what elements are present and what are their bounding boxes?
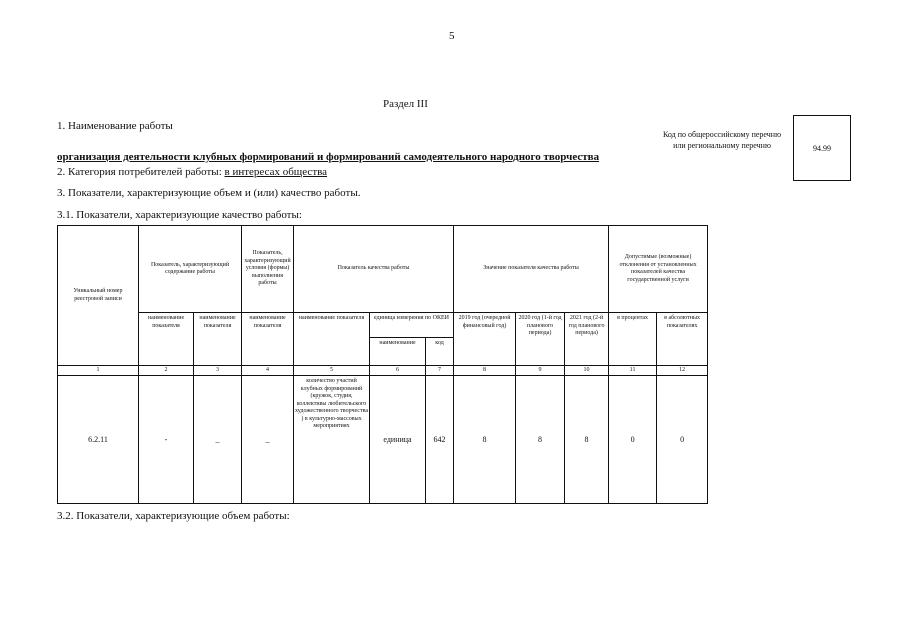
table-row [58, 376, 708, 504]
sub-okei: единица измерения по ОКЕИ [370, 313, 454, 338]
header-conditions: Показатель, характеризующий условия (формы) выполнения работы [242, 226, 294, 313]
sub-year-2020: 2020 год (1-й год планового периода) [516, 313, 565, 366]
header-content: Показатель, характеризующий содержание работы [139, 226, 242, 313]
page-number: 5 [449, 30, 455, 42]
sub-okei-code: код [426, 338, 454, 366]
column-numbers-row [58, 366, 708, 376]
cell-indicator: количество участий клубных формирований (кружок, студия, коллективы любительского художественного творчества ) в культурно-массовых мероприятиях [294, 376, 370, 504]
sub-name-3: наименование показателя [242, 313, 294, 366]
cell-percent: 0 [609, 376, 657, 504]
header-row-1 [58, 226, 708, 313]
sub-name-2: наименование показателя [194, 313, 242, 366]
code-box [793, 115, 851, 181]
header-value: Значение показателя качества работы [454, 226, 609, 313]
cell-unique: 6.2.11 [58, 376, 139, 504]
col-number: 1 [58, 366, 139, 376]
sub-absolute: в абсолютных показателях [657, 313, 708, 366]
cell-content-1: - [139, 376, 194, 504]
col-number: 6 [370, 366, 426, 376]
cell-content-2: _ [194, 376, 242, 504]
cell-value-2019: 8 [454, 376, 516, 504]
sub-year-2019: 2019 год (очередной финансовый год) [454, 313, 516, 366]
section-title: Раздел III [383, 98, 428, 110]
sub-name-4: наименование показателя [294, 313, 370, 366]
header-unique: Уникальный номер реестровой записи [58, 226, 139, 366]
col-number: 8 [454, 366, 516, 376]
sub-percent: в процентах [609, 313, 657, 366]
item1-label: 1. Наименование работы [57, 120, 173, 132]
quality-table [57, 225, 708, 504]
cell-condition: _ [242, 376, 294, 504]
item32-label: 3.2. Показатели, характеризующие объем работы: [57, 510, 290, 522]
header-deviation: Допустимые (возможные) отклонения от установленных показателей качества государственной услуги [609, 226, 708, 313]
code-label: Код по общероссийскому перечню или региональному перечню [662, 130, 782, 150]
col-number: 4 [242, 366, 294, 376]
item2-label: 2. Категория потребителей работы: [57, 166, 225, 178]
col-number: 11 [609, 366, 657, 376]
code-value: 94.99 [813, 143, 831, 153]
sub-name-1: наименование показателя [139, 313, 194, 366]
col-number: 7 [426, 366, 454, 376]
col-number: 2 [139, 366, 194, 376]
item2-line [57, 166, 327, 178]
cell-unit: единица [370, 376, 426, 504]
cell-value-2020: 8 [516, 376, 565, 504]
item2-value: в интересах общества [224, 166, 328, 178]
col-number: 10 [565, 366, 609, 376]
col-number: 5 [294, 366, 370, 376]
cell-absolute: 0 [657, 376, 708, 504]
work-name: организация деятельности клубных формирований и формирований самодеятельного народного творчества [57, 151, 600, 163]
col-number: 9 [516, 366, 565, 376]
sub-okei-name: наименование [370, 338, 426, 366]
col-number: 12 [657, 366, 708, 376]
item3-label: 3. Показатели, характеризующие объем и (или) качество работы. [57, 187, 361, 199]
sub-year-2021: 2021 год (2-й год планового периода) [565, 313, 609, 366]
cell-code: 642 [426, 376, 454, 504]
header-row-2 [58, 313, 708, 338]
cell-value-2021: 8 [565, 376, 609, 504]
item31-label: 3.1. Показатели, характеризующие качество работы: [57, 209, 302, 221]
col-number: 3 [194, 366, 242, 376]
header-quality: Показатель качества работы [294, 226, 454, 313]
